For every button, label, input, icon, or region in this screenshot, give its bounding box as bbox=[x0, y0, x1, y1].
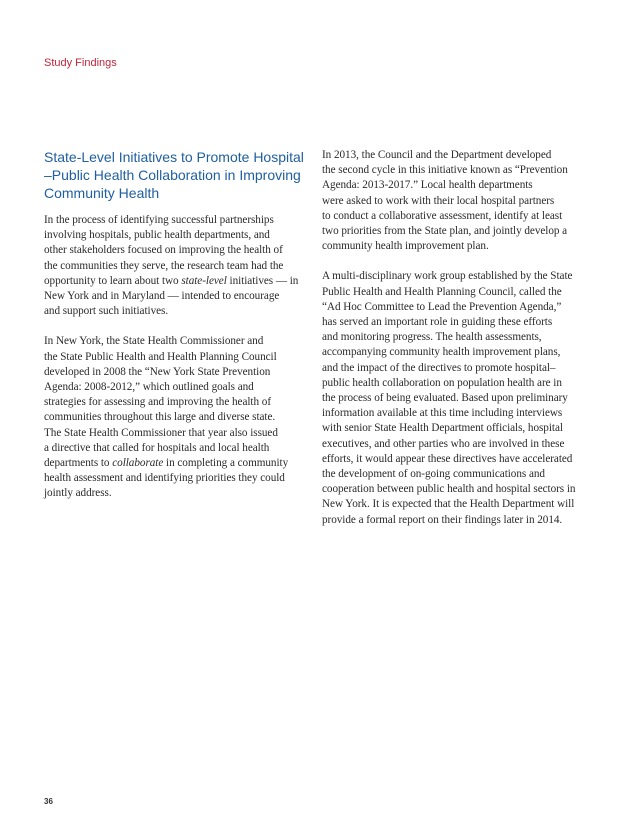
page-number: 36 bbox=[44, 797, 53, 806]
text-line: In the process of identifying successful partnerships bbox=[44, 214, 274, 226]
text-line: Agenda: 2008-2012,” which outlined goals and bbox=[44, 381, 254, 394]
text-line: provide a formal report on their findings later in 2014. bbox=[322, 513, 563, 526]
text-line: community health improvement plan. bbox=[322, 240, 489, 253]
text-line bbox=[44, 274, 304, 289]
text-line: In New York, the State Health Commissioner and bbox=[44, 335, 264, 348]
text-line: two priorities from the State plan, and jointly develop a bbox=[322, 225, 568, 238]
text-line: jointly address. bbox=[44, 487, 112, 500]
text-line: other stakeholders focused on improving the health of bbox=[44, 244, 283, 257]
text-run: initiatives — in bbox=[226, 274, 299, 287]
text-line: cooperation between public health and hospital sectors in bbox=[322, 483, 576, 496]
text-line: efforts, it would appear these directives have accelerated bbox=[322, 452, 573, 465]
emphasis-state-level: state-level bbox=[181, 274, 227, 287]
section-label: Study Findings bbox=[44, 57, 117, 69]
text-line: New York and in Maryland — intended to encourage bbox=[44, 290, 280, 303]
text-line: the communities they serve, the research team had the bbox=[44, 259, 284, 272]
text-line: were asked to work with their local hospital partners bbox=[322, 194, 555, 207]
text-line: and the impact of the directives to promote hospital– bbox=[322, 361, 556, 374]
text-line: the second cycle in this initiative known as “Prevention bbox=[322, 164, 568, 177]
paragraph-work-group bbox=[322, 269, 592, 527]
text-line: and monitoring progress. The health assessments, bbox=[322, 331, 542, 344]
text-line: involving hospitals, public health departments, and bbox=[44, 229, 270, 242]
text-line bbox=[44, 456, 304, 471]
text-line: accompanying community health improvement plans, bbox=[322, 346, 561, 359]
text-line: the process of being evaluated. Based upon preliminary bbox=[322, 392, 568, 405]
text-line: and support such initiatives. bbox=[44, 305, 169, 318]
text-line: strategies for assessing and improving the health of bbox=[44, 396, 272, 409]
section-heading: State-Level Initiatives to Promote Hospital –Public Health Collaboration in Improving Community Health bbox=[44, 149, 304, 201]
left-column bbox=[44, 148, 304, 517]
text-line: the State Public Health and Health Planning Council bbox=[44, 350, 277, 363]
text-line: developed in 2008 the “New York State Prevention bbox=[44, 365, 271, 378]
paragraph-intro bbox=[44, 213, 304, 319]
text-run: departments to bbox=[44, 457, 113, 470]
text-line: executives, and other parties who are involved in these bbox=[322, 437, 565, 450]
text-line: to conduct a collaborative assessment, identify at least bbox=[322, 209, 563, 222]
text-line: “Ad Hoc Committee to Lead the Prevention Agenda,” bbox=[322, 300, 562, 313]
text-line: information available at this time including interviews bbox=[322, 407, 563, 420]
text-line: health assessment and identifying priorities they could bbox=[44, 472, 285, 485]
text-line: has served an important role in guiding these efforts bbox=[322, 316, 553, 329]
text-line: A multi-disciplinary work group established by the State bbox=[322, 270, 573, 283]
text-line: communities throughout this large and diverse state. bbox=[44, 411, 276, 424]
text-line: New York. It is expected that the Health Department will bbox=[322, 498, 575, 511]
text-line: Agenda: 2013-2017.” Local health departments bbox=[322, 179, 533, 192]
text-line: a directive that called for hospitals and local health bbox=[44, 441, 270, 454]
text-line: the development of on-going communications and bbox=[322, 468, 545, 481]
text-line: Public Health and Health Planning Council, called the bbox=[322, 285, 562, 298]
text-line: The State Health Commissioner that year also issued bbox=[44, 426, 278, 439]
text-run: opportunity to learn about two bbox=[44, 274, 182, 287]
text-run: in completing a community bbox=[163, 457, 289, 470]
text-line: In 2013, the Council and the Department developed bbox=[322, 149, 552, 161]
text-line: public health collaboration on population health are in bbox=[322, 376, 562, 389]
emphasis-collaborate: collaborate bbox=[112, 457, 164, 470]
right-column bbox=[322, 148, 592, 543]
text-line: with senior State Health Department officials, hospital bbox=[322, 422, 563, 435]
paragraph-new-york bbox=[44, 334, 304, 501]
paragraph-2013-cycle bbox=[322, 148, 592, 254]
